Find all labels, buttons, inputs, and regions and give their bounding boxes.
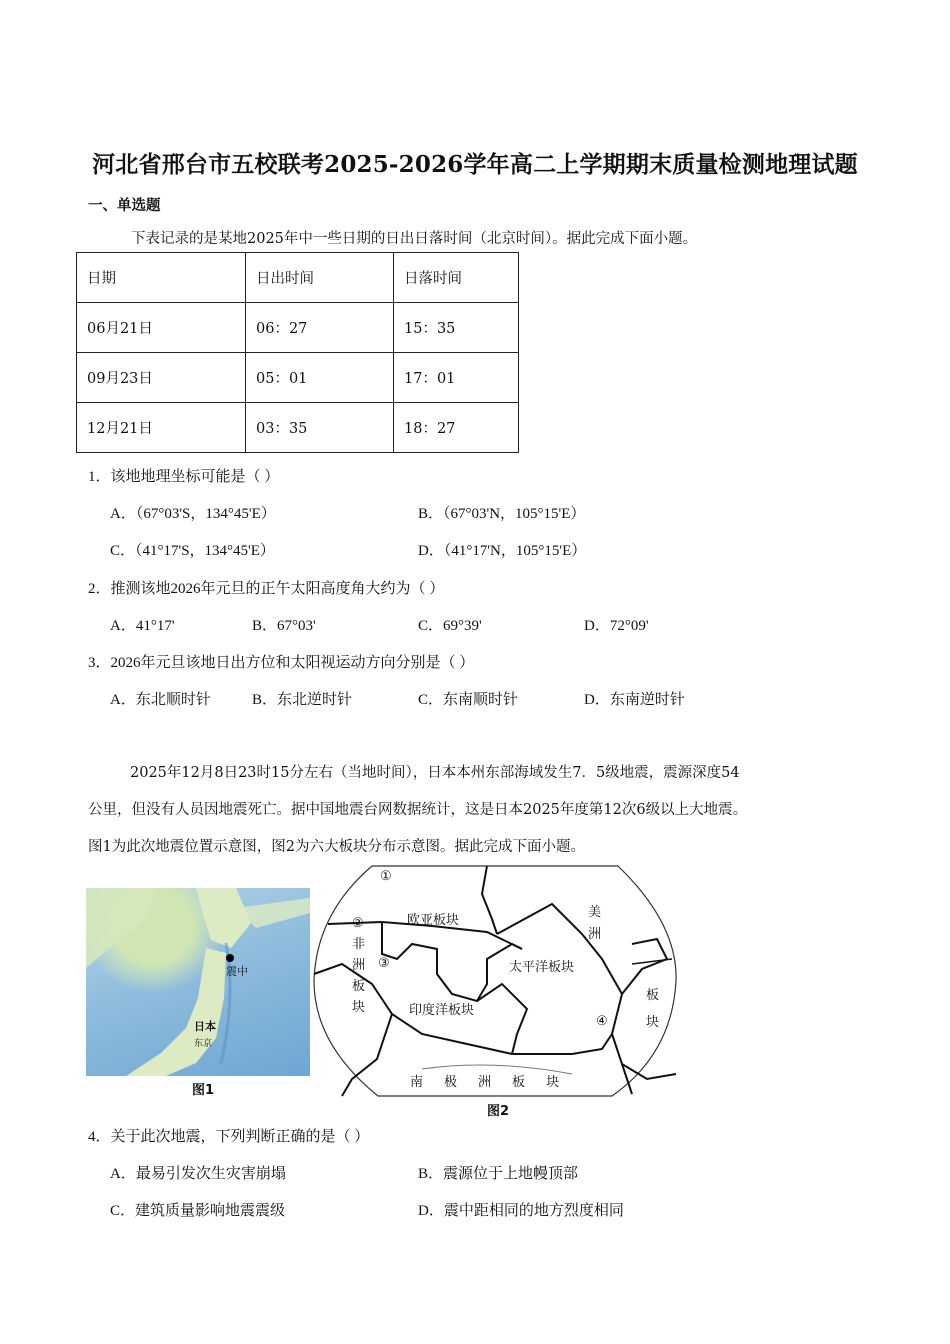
question-4-option-b[interactable]: B．震源位于上地幔顶部 — [418, 1166, 579, 1182]
plate-label-char: 板 — [352, 979, 366, 994]
section-heading: 一、单选题 — [88, 198, 161, 214]
plate-label-char: 板 — [512, 1075, 526, 1090]
table-cell: 15：35 — [394, 303, 519, 353]
epicenter-marker-icon — [226, 954, 234, 962]
group1-intro: 下表记录的是某地2025年中一些日期的日出日落时间（北京时间）。据此完成下面小题。 — [131, 231, 698, 247]
question-1-option-a[interactable]: A．（67°03'S，134°45'E） — [110, 506, 276, 522]
table-header: 日期 — [77, 253, 246, 303]
question-1-option-b[interactable]: B．（67°03'N，105°15'E） — [418, 506, 586, 522]
question-4-option-d[interactable]: D．震中距相同的地方烈度相同 — [418, 1203, 624, 1219]
table-cell: 09月23日 — [77, 353, 246, 403]
plate-label-american-bottom — [646, 982, 659, 1036]
marker-2: ② — [352, 916, 364, 931]
plate-label-american-top — [588, 902, 601, 946]
question-3-option-d[interactable]: D．东南逆时针 — [584, 692, 685, 708]
plate-boundaries-graphic — [312, 864, 678, 1098]
marker-3: ③ — [378, 956, 390, 971]
figure-1-caption: 图1 — [192, 1083, 215, 1098]
plate-label-char: 非 — [352, 937, 366, 952]
plate-label-antarctic — [410, 1071, 559, 1090]
epicenter-label: 震中 — [226, 965, 248, 978]
table-cell: 05：01 — [246, 353, 394, 403]
question-1-stem: 1．该地地理坐标可能是（ ） — [88, 469, 280, 485]
question-2-option-d[interactable]: D．72°09' — [584, 618, 649, 634]
question-2-option-c[interactable]: C．69°39' — [418, 618, 482, 634]
plate-label-char: 洲 — [588, 927, 602, 942]
sunrise-sunset-table — [76, 252, 519, 453]
table-header: 日落时间 — [394, 253, 519, 303]
plate-label-char: 块 — [646, 1015, 660, 1030]
table-cell: 12月21日 — [77, 403, 246, 453]
tokyo-label: 东京 — [194, 1039, 213, 1049]
plate-label-char: 洲 — [478, 1075, 492, 1090]
question-4-stem: 4．关于此次地震，下列判断正确的是（ ） — [88, 1129, 370, 1145]
table-row — [77, 353, 519, 403]
question-4-option-a[interactable]: A．最易引发次生灾害崩塌 — [110, 1166, 286, 1182]
question-2-option-b[interactable]: B．67°03' — [252, 618, 316, 634]
question-3-option-b[interactable]: B．东北逆时针 — [252, 692, 353, 708]
question-3-option-c[interactable]: C．东南顺时针 — [418, 692, 519, 708]
table-cell: 18：27 — [394, 403, 519, 453]
table-row — [77, 303, 519, 353]
paragraph-line: 公里，但没有人员因地震死亡。据中国地震台网数据统计，这是日本2025年度第12次6级以上大地震。 — [88, 802, 748, 818]
plate-label-char: 块 — [352, 1000, 366, 1015]
marker-4: ④ — [596, 1014, 608, 1029]
table-cell: 06：27 — [246, 303, 394, 353]
plate-label-char: 洲 — [352, 958, 366, 973]
japan-label: 日本 — [194, 1020, 216, 1033]
plate-label-char: 块 — [546, 1075, 560, 1090]
group2-paragraph — [88, 755, 864, 866]
question-1-option-d[interactable]: D．（41°17'N，105°15'E） — [418, 543, 587, 559]
marker-1: ① — [380, 869, 392, 884]
table-cell: 17：01 — [394, 353, 519, 403]
table-row — [77, 403, 519, 453]
plate-label-pacific: 太平洋板块 — [509, 960, 575, 975]
plate-label-char: 板 — [646, 988, 660, 1003]
question-3-stem: 3．2026年元旦该地日出方位和太阳视运动方向分别是（ ） — [88, 655, 475, 671]
plate-label-eurasian: 欧亚板块 — [407, 913, 460, 928]
plate-label-char: 极 — [444, 1075, 458, 1090]
question-1-option-c[interactable]: C．（41°17'S，134°45'E） — [110, 543, 275, 559]
question-3-option-a[interactable]: A．东北顺时针 — [110, 692, 211, 708]
plate-label-indian: 印度洋板块 — [409, 1003, 475, 1018]
plate-label-african — [352, 934, 366, 1018]
question-2-stem: 2．推测该地2026年元旦的正午太阳高度角大约为（ ） — [88, 581, 445, 597]
paragraph-line: 图1为此次地震位置示意图，图2为六大板块分布示意图。据此完成下面小题。 — [88, 839, 585, 855]
table-header-row — [77, 253, 519, 303]
figure-2-caption: 图2 — [487, 1104, 510, 1119]
figure-2-plates-map — [312, 864, 678, 1098]
plate-label-char: 南 — [410, 1075, 424, 1090]
paragraph-line: 2025年12月8日23时15分左右（当地时间），日本本州东部海域发生7．5级地震，震源深度54 — [130, 765, 740, 781]
figure-1-japan-map — [86, 888, 310, 1076]
table-cell: 03：35 — [246, 403, 394, 453]
table-cell: 06月21日 — [77, 303, 246, 353]
question-4-option-c[interactable]: C．建筑质量影响地震震级 — [110, 1203, 286, 1219]
question-2-option-a[interactable]: A．41°17' — [110, 618, 175, 634]
page-title: 河北省邢台市五校联考2025-2026学年高二上学期期末质量检测地理试题 — [92, 151, 858, 178]
table-header: 日出时间 — [246, 253, 394, 303]
plate-label-char: 美 — [588, 905, 602, 920]
